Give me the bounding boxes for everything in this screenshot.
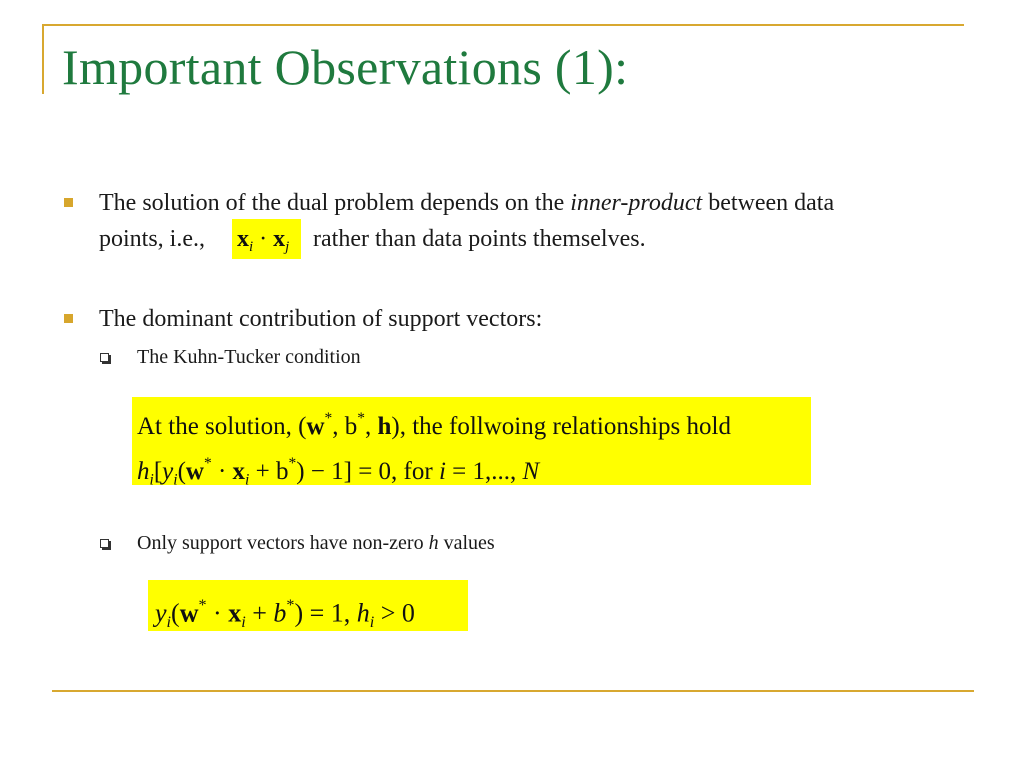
kkt2-h-sub: i xyxy=(149,471,154,489)
sv-plus: + xyxy=(245,598,274,628)
kkt-comma: , xyxy=(365,412,378,440)
formula-dot: · xyxy=(259,226,268,252)
kkt2-rest-1: ) − 1] = 0, for xyxy=(296,457,439,485)
kkt-formula-line-2 xyxy=(137,447,539,497)
formula-sub-j: j xyxy=(285,239,290,256)
kkt2-dot: · xyxy=(211,457,233,485)
kkt-b: , b xyxy=(332,412,358,440)
sv-x-sub: i xyxy=(241,613,246,631)
kkt2-w: w xyxy=(185,457,204,485)
sv-gt: > 0 xyxy=(374,598,415,628)
sv-h-sub: i xyxy=(369,613,375,631)
sub-bullet-2-text xyxy=(137,529,495,557)
kkt-w: w xyxy=(306,412,325,440)
kkt-suffix: ), the follwoing relationships hold xyxy=(391,412,731,440)
sv-h: h xyxy=(356,598,370,628)
bullet-2-text: The dominant contribution of support vectors: xyxy=(99,306,543,332)
sv-w: w xyxy=(179,598,199,628)
kkt-h: h xyxy=(377,412,392,440)
kkt2-paren: ( xyxy=(177,457,186,485)
sv-dot: · xyxy=(206,598,229,628)
sub-bullet-2-b: values xyxy=(438,532,495,554)
kkt2-w-star: * xyxy=(203,455,212,472)
sv-y: y xyxy=(155,598,167,628)
top-rule xyxy=(42,24,964,26)
sv-x: x xyxy=(228,598,242,628)
kkt-formula-line-1 xyxy=(137,402,731,444)
left-rule xyxy=(42,24,44,94)
sub-bullet-2-emphasis: h xyxy=(428,532,439,554)
kkt2-plus-b: + b xyxy=(249,457,289,485)
bullet-square-icon xyxy=(64,314,73,323)
bottom-rule xyxy=(52,690,974,692)
bullet-1-text-b: between data xyxy=(702,190,835,216)
kkt2-rest-2: = 1,..., xyxy=(445,457,523,485)
formula-x-i: x xyxy=(237,226,249,252)
kkt-star: * xyxy=(324,410,333,427)
kkt2-bracket: [ xyxy=(153,457,163,485)
kkt-star: * xyxy=(357,410,365,427)
inner-product-formula xyxy=(237,222,289,264)
sv-b: b xyxy=(273,598,287,628)
kkt2-b-star: * xyxy=(288,455,297,472)
sub-bullet-1-text: The Kuhn-Tucker condition xyxy=(137,346,361,368)
kkt-prefix: At the solution, ( xyxy=(137,412,307,440)
sv-rest: ) = 1, xyxy=(294,598,357,628)
kkt2-x-sub: i xyxy=(245,471,250,489)
bullet-1-line-2b: rather than data points themselves. xyxy=(313,226,646,252)
sub-bullet-2-a: Only support vectors have non-zero xyxy=(137,532,429,554)
formula-x-j: x xyxy=(273,226,286,252)
formula-sub-i: i xyxy=(249,239,254,256)
bullet-square-icon xyxy=(64,198,73,207)
kkt2-x: x xyxy=(232,457,246,485)
slide-title: Important Observations (1): xyxy=(62,39,629,95)
sv-paren: ( xyxy=(171,598,180,628)
kkt2-i: i xyxy=(438,457,446,485)
bullet-1-line-2a: points, i.e., xyxy=(99,226,205,252)
sv-y-sub: i xyxy=(166,613,172,631)
kkt2-N: N xyxy=(522,457,540,485)
kkt2-y-sub: i xyxy=(173,471,178,489)
sv-b-star: * xyxy=(286,597,295,614)
bullet-1-line-1 xyxy=(99,186,834,220)
kkt2-h: h xyxy=(137,457,150,485)
sv-w-star: * xyxy=(198,597,207,614)
checkbox-bullet-icon xyxy=(100,353,109,362)
checkbox-bullet-icon xyxy=(100,539,109,548)
bullet-1-emphasis: inner-product xyxy=(570,190,703,216)
bullet-1-text-a: The solution of the dual problem depends on the xyxy=(99,190,571,216)
kkt2-y: y xyxy=(162,457,174,485)
support-vector-formula xyxy=(155,589,415,640)
